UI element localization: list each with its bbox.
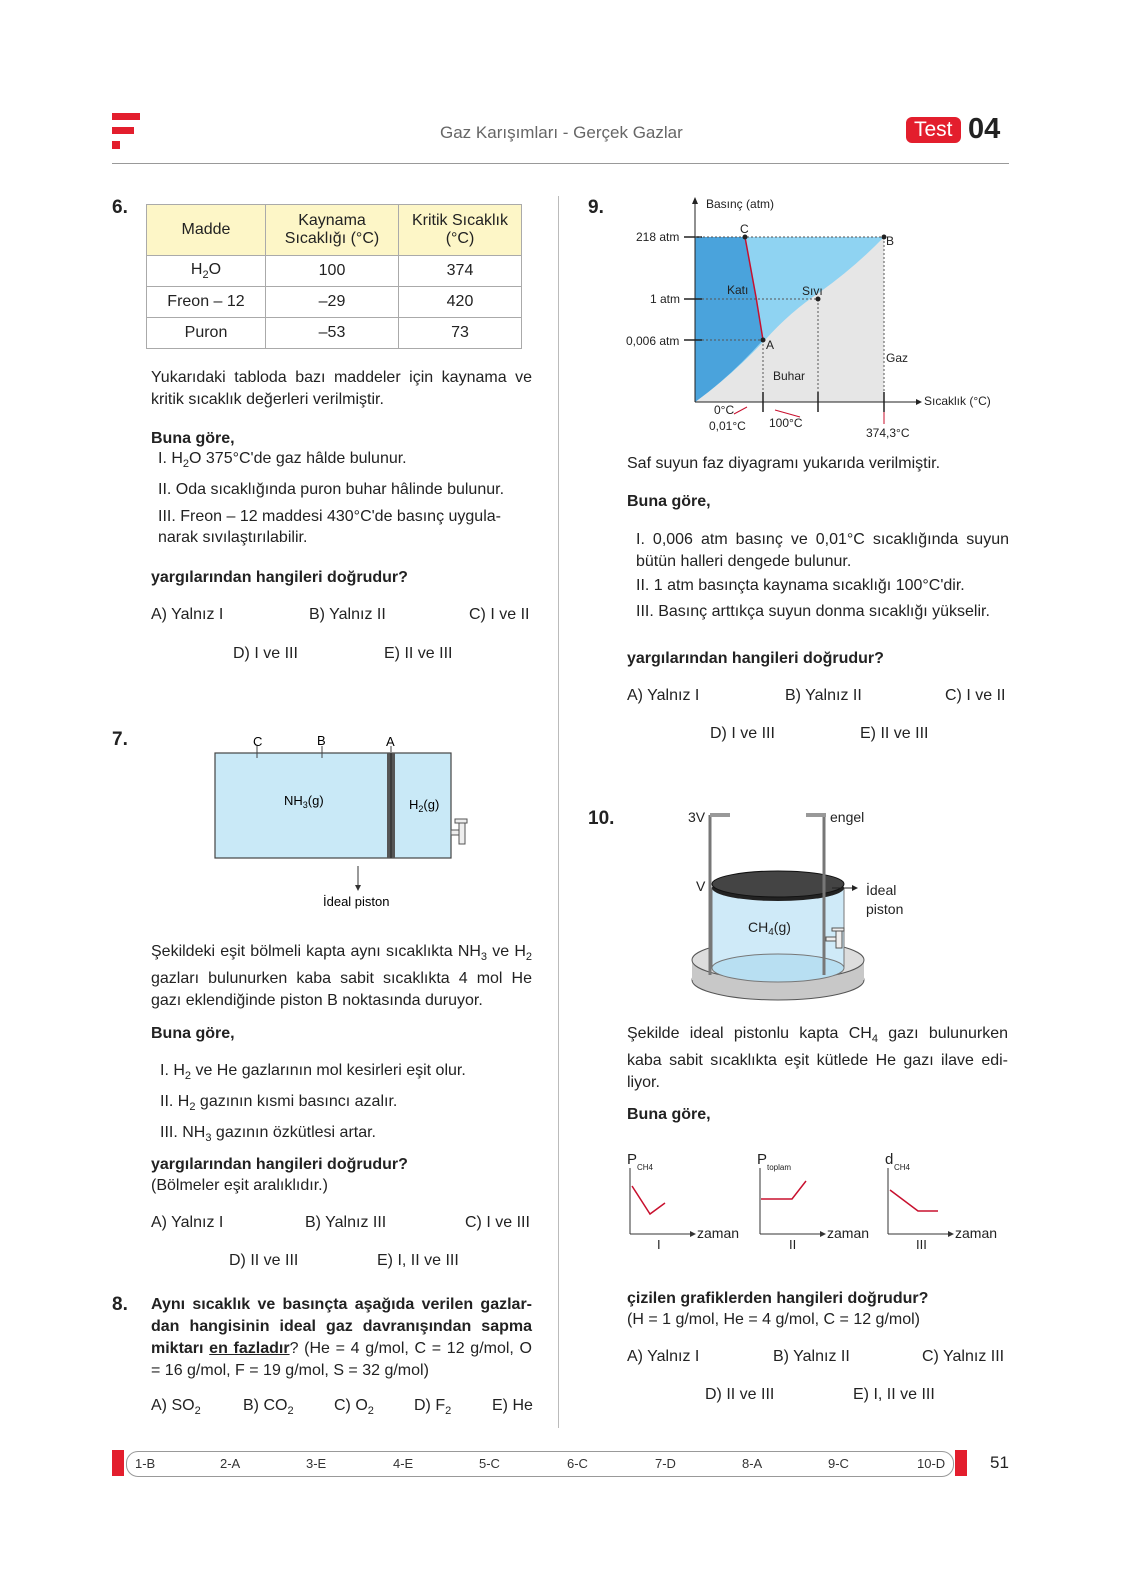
q9-option-d[interactable]: D) I ve III bbox=[710, 725, 775, 742]
q10-label-piston: piston bbox=[866, 901, 904, 917]
answer-key-item: 3-E bbox=[306, 1456, 327, 1471]
q6-option-d[interactable]: D) I ve III bbox=[233, 645, 298, 662]
q8-text-u: en fazladır bbox=[209, 1340, 290, 1357]
q9-option-a[interactable]: A) Yalnız I bbox=[627, 687, 700, 704]
q9-item-3: III. Basınç arttıkça suyun donma sıcaklığı yükselir. bbox=[636, 603, 990, 620]
q9-t374: 374,3°C bbox=[866, 426, 910, 440]
q9-point-c: C bbox=[740, 222, 749, 236]
footer-right-marker bbox=[955, 1450, 967, 1476]
header-title: Gaz Karışımları - Gerçek Gazlar bbox=[440, 123, 683, 142]
q9-phase-diagram bbox=[620, 192, 1005, 442]
q9-buna: Buna göre, bbox=[627, 493, 711, 510]
q10-piston-figure bbox=[680, 800, 920, 1010]
q7-note: (Bölmeler eşit aralıklıdır.) bbox=[151, 1177, 328, 1194]
q7-buna: Buna göre, bbox=[151, 1025, 235, 1042]
q8-text-a: Aynı sıcaklık ve basınçta aşağıda verilen gazlar-dan hangisinin ideal gaz davranışından sapma miktarı bbox=[151, 1296, 532, 1357]
q6-option-b[interactable]: B) Yalnız II bbox=[309, 606, 386, 623]
q6-intro: Yukarıdaki tabloda bazı maddeler için kaynama ve kritik sıcaklık değerleri verilmiştir. bbox=[151, 369, 532, 408]
q7-item-1: I. $H_2$ ve He gazlarının mol kesirleri eşit olur. bbox=[160, 1062, 466, 1083]
q6-cell: –53 bbox=[266, 318, 399, 349]
q9-region-gaz: Gaz bbox=[886, 351, 909, 365]
q7-option-b[interactable]: B) Yalnız III bbox=[305, 1214, 387, 1231]
q10-option-d[interactable]: D) II ve III bbox=[705, 1386, 775, 1403]
q10-question: çizilen grafiklerden hangileri doğrudur? bbox=[627, 1290, 929, 1307]
q10-graph-1 bbox=[627, 1151, 739, 1252]
q7-label-b: B bbox=[317, 733, 326, 748]
q6-item-2: II. Oda sıcaklığında puron buhar hâlinde bulunur. bbox=[158, 481, 505, 499]
q7-option-c[interactable]: C) I ve III bbox=[465, 1214, 530, 1231]
q9-p006: 0,006 atm bbox=[626, 334, 680, 348]
q9-option-b[interactable]: B) Yalnız II bbox=[785, 687, 862, 704]
q10-g2-y: P bbox=[757, 1151, 768, 1168]
q7-item-3: III. $NH_3$ gazının özkütlesi artar. bbox=[160, 1124, 376, 1145]
q9-region-kati: Katı bbox=[727, 283, 749, 297]
q7-question: yargılarından hangileri doğrudur? bbox=[151, 1156, 408, 1173]
q6-cell: –29 bbox=[266, 287, 399, 318]
q8-text-b: ? (He = 4 g/mol, C = 12 g/mol, O = 16 g/mol, F = 19 g/mol, S = 32 g/mol) bbox=[151, 1340, 532, 1379]
q8-option-b[interactable]: B) $CO_2$ bbox=[243, 1397, 294, 1418]
q8-number: 8. bbox=[112, 1294, 128, 1315]
answer-key-item: 1-B bbox=[135, 1456, 156, 1471]
q7-intro: Şekildeki eşit bölmeli kapta aynı sıcaklıkta $NH_3$ ve $H_2$ gazları bulunurken kaba sabit sıcaklıkta 4 mol He gazı eklendiğinde piston B noktasında duruyor. bbox=[151, 943, 532, 1010]
q6-cell: 420 bbox=[399, 287, 522, 318]
q8-option-d[interactable]: D) $F_2$ bbox=[414, 1397, 452, 1418]
q10-buna: Buna göre, bbox=[627, 1106, 711, 1123]
q10-option-e[interactable]: E) I, II ve III bbox=[853, 1386, 935, 1403]
q6-item-1: I. $H_2O$ 375°C'de gaz hâlde bulunur. bbox=[158, 450, 407, 471]
q10-option-b[interactable]: B) Yalnız II bbox=[773, 1348, 850, 1365]
q9-t100: 100°C bbox=[769, 416, 803, 430]
q6-table bbox=[146, 204, 522, 349]
q9-p218: 218 atm bbox=[636, 230, 680, 244]
q10-g3-ysub: CH4 bbox=[894, 1163, 911, 1172]
column-divider bbox=[558, 196, 559, 1428]
q10-g1-y: P bbox=[627, 1151, 638, 1168]
q6-question: yargılarından hangileri doğrudur? bbox=[151, 569, 408, 586]
answer-key-item: 4-E bbox=[393, 1456, 414, 1471]
q10-g2-roman: II bbox=[789, 1237, 797, 1252]
q10-label-v: V bbox=[696, 878, 706, 894]
q6-option-a[interactable]: A) Yalnız I bbox=[151, 606, 224, 623]
q7-option-a[interactable]: A) Yalnız I bbox=[151, 1214, 224, 1231]
answer-key-item: 9-C bbox=[828, 1456, 849, 1471]
q7-label-c: C bbox=[253, 734, 263, 749]
q10-label-engel: engel bbox=[830, 809, 865, 825]
q6-cell: Freon – 12 bbox=[147, 287, 266, 318]
answer-key-item: 5-C bbox=[479, 1456, 500, 1471]
q8-option-a[interactable]: A) $SO_2$ bbox=[151, 1397, 201, 1418]
q9-region-sivi: Sıvı bbox=[802, 284, 823, 298]
q9-items bbox=[636, 529, 1009, 625]
answer-key-item: 10-D bbox=[917, 1456, 946, 1471]
footer-left-marker bbox=[112, 1450, 124, 1476]
q10-g3-roman: III bbox=[916, 1237, 927, 1252]
q9-region-buhar: Buhar bbox=[773, 369, 806, 383]
q10-label-3v: 3V bbox=[688, 809, 706, 825]
test-number: 04 bbox=[968, 113, 1001, 145]
q9-question: yargılarından hangileri doğrudur? bbox=[627, 650, 884, 667]
test-badge: Test bbox=[906, 117, 961, 143]
q6-cell: 73 bbox=[399, 318, 522, 349]
q9-intro: Saf suyun faz diyagramı yukarıda verilmiştir. bbox=[627, 455, 941, 472]
q7-label-nh3: $NH_3(g)$ bbox=[284, 793, 324, 810]
q9-ylabel: Basınç (atm) bbox=[706, 197, 775, 211]
answer-key-item: 7-D bbox=[655, 1456, 676, 1471]
q9-number: 9. bbox=[588, 197, 604, 218]
answer-key-item: 6-C bbox=[567, 1456, 588, 1471]
q7-label-piston: İdeal piston bbox=[323, 894, 390, 909]
q8-option-c[interactable]: C) $O_2$ bbox=[334, 1397, 374, 1418]
q6-th-madde: Madde bbox=[147, 205, 266, 256]
page-number: 51 bbox=[990, 1453, 1009, 1472]
q6-buna: Buna göre, bbox=[151, 430, 235, 447]
q10-graphs bbox=[620, 1148, 1010, 1253]
q6-th-kritik: Kritik Sıcaklık (°C) bbox=[399, 205, 522, 256]
q10-label-ch4: $CH_4(g)$ bbox=[748, 919, 791, 938]
q9-item-1: I. 0,006 atm basınç ve 0,01°C sıcaklığında suyun bütün halleri dengede bulunur. bbox=[636, 531, 1009, 570]
q6-cell: 374 bbox=[399, 256, 522, 287]
q9-option-c[interactable]: C) I ve II bbox=[945, 687, 1006, 704]
q6-cell: Puron bbox=[147, 318, 266, 349]
q6-items bbox=[158, 446, 534, 548]
q6-th-kaynama: Kaynama Sıcaklığı (°C) bbox=[266, 205, 399, 256]
answer-key-item: 2-A bbox=[220, 1456, 241, 1471]
q10-label-ideal: İdeal bbox=[866, 882, 897, 898]
q9-t001: 0,01°C bbox=[709, 419, 746, 433]
q8-text bbox=[151, 1294, 532, 1382]
q9-xlabel: Sıcaklık (°C) bbox=[924, 394, 991, 408]
q6-number: 6. bbox=[112, 197, 128, 218]
q10-graph-2 bbox=[757, 1151, 869, 1252]
q10-g1-roman: I bbox=[657, 1237, 661, 1252]
q6-cell: 100 bbox=[266, 256, 399, 287]
q9-option-e[interactable]: E) II ve III bbox=[860, 725, 929, 742]
q10-g3-y: d bbox=[885, 1151, 894, 1168]
q7-items bbox=[160, 1058, 536, 1152]
q10-g1-x: zaman bbox=[697, 1225, 740, 1241]
q9-t0: 0°C bbox=[714, 403, 735, 417]
q7-option-d[interactable]: D) II ve III bbox=[229, 1252, 299, 1269]
q10-intro: Şekilde ideal pistonlu kapta $CH_4$ gazı bulunurken kaba sabit sıcaklıkta eşit kütlede He gazı ilave edi-liyor. bbox=[627, 1025, 1008, 1092]
q10-number: 10. bbox=[588, 808, 615, 829]
q10-option-c[interactable]: C) Yalnız III bbox=[922, 1348, 1005, 1365]
q10-g3-x: zaman bbox=[955, 1225, 998, 1241]
answer-key-item: 8-A bbox=[742, 1456, 763, 1471]
q10-g2-ysub: toplam bbox=[767, 1163, 792, 1172]
q9-item-2: II. 1 atm basınçta kaynama sıcaklığı 100°C'dir. bbox=[636, 577, 965, 594]
q9-p1: 1 atm bbox=[650, 292, 681, 306]
q8-option-e[interactable]: E) He bbox=[492, 1397, 533, 1414]
brand-logo bbox=[112, 113, 142, 153]
q10-g2-x: zaman bbox=[827, 1225, 870, 1241]
q7-label-h2: $H_2(g)$ bbox=[409, 797, 440, 814]
q6-cell: $H_2O$ bbox=[147, 256, 266, 287]
q7-number: 7. bbox=[112, 729, 128, 750]
q6-option-c[interactable]: C) I ve II bbox=[469, 606, 530, 623]
q10-g1-ysub: CH4 bbox=[637, 1163, 654, 1172]
q6-item-3: III. Freon – 12 maddesi 430°C'de basınç uygula-narak sıvılaştırılabilir. bbox=[158, 508, 501, 547]
q10-graph-3 bbox=[885, 1151, 997, 1252]
q10-option-a[interactable]: A) Yalnız I bbox=[627, 1348, 700, 1365]
answer-key-bar bbox=[126, 1451, 954, 1477]
q6-option-e[interactable]: E) II ve III bbox=[384, 645, 453, 662]
header-divider bbox=[112, 163, 1009, 164]
q7-container-figure bbox=[205, 730, 485, 920]
q10-note: (H = 1 g/mol, He = 4 g/mol, C = 12 g/mol) bbox=[627, 1311, 921, 1328]
valve-icon bbox=[451, 819, 467, 844]
q7-label-a: A bbox=[386, 734, 395, 749]
q9-point-b: B bbox=[886, 234, 895, 248]
q7-option-e[interactable]: E) I, II ve III bbox=[377, 1252, 459, 1269]
q7-item-2: II. $H_2$ gazının kısmi basıncı azalır. bbox=[160, 1093, 398, 1114]
q9-point-a: A bbox=[766, 338, 775, 352]
